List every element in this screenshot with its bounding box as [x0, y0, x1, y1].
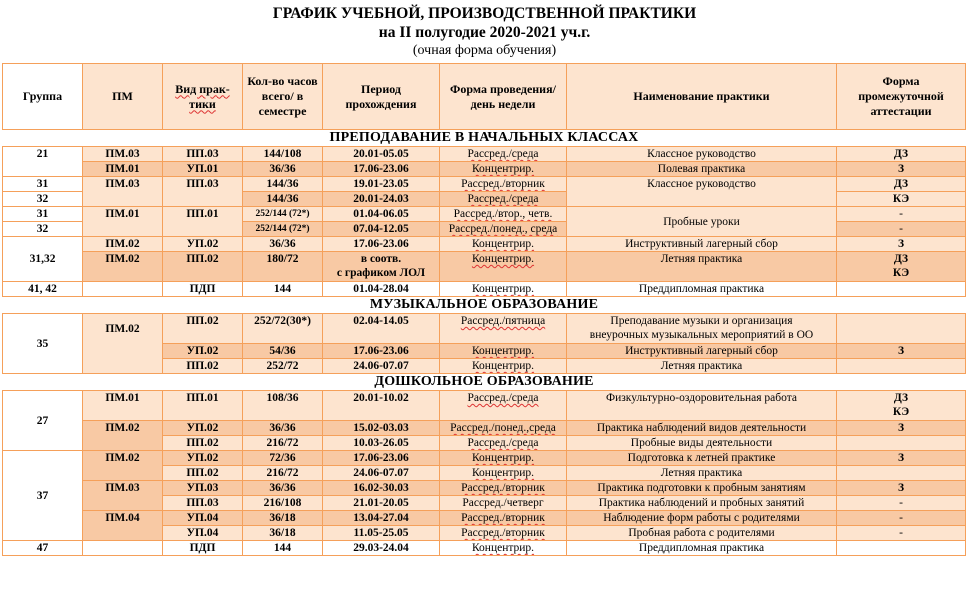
- cell-hours: 144/36: [243, 177, 323, 192]
- cell-name-line2: внеурочных музыкальных мероприятий в ОО: [589, 329, 814, 341]
- cell-pm: ПМ.03: [83, 177, 163, 207]
- header-pm: ПМ: [83, 64, 163, 130]
- cell-form-text: Рассред./среда: [467, 392, 539, 404]
- cell-period: [323, 252, 440, 282]
- cell-period: 24.06-07.07: [323, 359, 440, 374]
- cell-pm: ПМ.01: [83, 207, 163, 237]
- cell-pm: [83, 541, 163, 556]
- cell-group: 31: [3, 207, 83, 222]
- cell-form: [440, 162, 567, 177]
- cell-period: 17.06-23.06: [323, 451, 440, 466]
- cell-attestation: ДЗ: [837, 177, 966, 192]
- cell-form-text: Рассред./понед., среда: [448, 223, 558, 235]
- cell-type: ПП.02: [163, 359, 243, 374]
- cell-form: [440, 252, 567, 282]
- cell-hours: 36/36: [243, 237, 323, 252]
- cell-period: 17.06-23.06: [323, 344, 440, 359]
- cell-type: УП.04: [163, 526, 243, 541]
- practice-schedule-table: [2, 63, 966, 556]
- cell-group: 32: [3, 192, 83, 207]
- cell-period: 20.01-05.05: [323, 147, 440, 162]
- cell-attestation: З: [837, 451, 966, 466]
- cell-period: 02.04-14.05: [323, 314, 440, 344]
- cell-form-text: Рассред./понед.,среда: [450, 422, 556, 434]
- cell-pm: [83, 282, 163, 297]
- cell-period: 01.04-06.05: [323, 207, 440, 222]
- cell-type: ПП.03: [163, 496, 243, 511]
- table-row: [3, 481, 966, 496]
- cell-attestation: -: [837, 207, 966, 222]
- cell-form: [440, 541, 567, 556]
- cell-hours: 216/108: [243, 496, 323, 511]
- document-title-line1: ГРАФИК УЧЕБНОЙ, ПРОИЗВОДСТВЕННОЙ ПРАКТИКИ: [272, 5, 697, 22]
- cell-form: [440, 511, 567, 526]
- cell-type: ПП.03: [163, 177, 243, 207]
- cell-attestation: [837, 314, 966, 344]
- cell-period: 17.06-23.06: [323, 237, 440, 252]
- cell-form-text: Концентрир.: [471, 283, 535, 295]
- cell-hours: 216/72: [243, 466, 323, 481]
- table-row: [3, 451, 966, 466]
- cell-form-text: Рассред./среда: [467, 193, 539, 205]
- cell-form: [440, 436, 567, 451]
- cell-type: ПП.02: [163, 466, 243, 481]
- table-row: [3, 162, 966, 177]
- cell-name: Классное руководство: [567, 177, 837, 207]
- cell-attestation: [837, 282, 966, 297]
- cell-attestation: [837, 252, 966, 282]
- cell-form: [440, 147, 567, 162]
- cell-type: УП.04: [163, 511, 243, 526]
- cell-hours: 108/36: [243, 391, 323, 421]
- cell-name: Инструктивный лагерный сбор: [567, 237, 837, 252]
- cell-name: Полевая практика: [567, 162, 837, 177]
- cell-hours: 216/72: [243, 436, 323, 451]
- cell-hours: 144: [243, 282, 323, 297]
- cell-hours: 36/18: [243, 511, 323, 526]
- cell-form-text: Рассред./втор., четв.: [453, 208, 553, 220]
- cell-period: 15.02-03.03: [323, 421, 440, 436]
- cell-form-text: Концентрир.: [471, 163, 535, 175]
- cell-hours: 36/36: [243, 162, 323, 177]
- cell-form-text: Концентрир.: [471, 452, 535, 464]
- cell-period: 13.04-27.04: [323, 511, 440, 526]
- cell-type: ПП.01: [163, 207, 243, 237]
- cell-period: 20.01-10.02: [323, 391, 440, 421]
- cell-group: 31: [3, 177, 83, 192]
- cell-hours: 36/36: [243, 421, 323, 436]
- cell-form: [440, 344, 567, 359]
- cell-attestation: З: [837, 162, 966, 177]
- cell-hours: 252/72: [243, 359, 323, 374]
- cell-name: Наблюдение форм работы с родителями: [567, 511, 837, 526]
- cell-period: 20.01-24.03: [323, 192, 440, 207]
- cell-form-text: Концентрир.: [471, 360, 535, 372]
- cell-group: 31,32: [3, 237, 83, 282]
- cell-group: 32: [3, 222, 83, 237]
- cell-name: Преддипломная практика: [567, 282, 837, 297]
- cell-hours: 252/72(30*): [243, 314, 323, 344]
- cell-hours: 54/36: [243, 344, 323, 359]
- cell-attestation: [837, 466, 966, 481]
- cell-attestation: -: [837, 511, 966, 526]
- cell-attestation: -: [837, 496, 966, 511]
- cell-attestation: З: [837, 421, 966, 436]
- cell-period: 19.01-23.05: [323, 177, 440, 192]
- cell-period: 11.05-25.05: [323, 526, 440, 541]
- cell-hours: 180/72: [243, 252, 323, 282]
- cell-form: [440, 466, 567, 481]
- cell-group: 41, 42: [3, 282, 83, 297]
- cell-type: ПП.02: [163, 436, 243, 451]
- cell-group: 47: [3, 541, 83, 556]
- cell-name-line1: Преподавание музыки и организация: [610, 315, 793, 327]
- cell-type: ПДП: [163, 282, 243, 297]
- cell-name: Преддипломная практика: [567, 541, 837, 556]
- cell-period-line1: в соотв.: [360, 253, 402, 265]
- cell-type: УП.02: [163, 421, 243, 436]
- cell-name: Пробная работа с родителями: [567, 526, 837, 541]
- table-row: [3, 147, 966, 162]
- cell-name: [567, 314, 837, 344]
- cell-hours: 36/18: [243, 526, 323, 541]
- table-row: [3, 252, 966, 282]
- document-title-line2: на II полугодие 2020-2021 уч.г.: [378, 24, 591, 41]
- cell-type: ПП.02: [163, 314, 243, 344]
- cell-pm: ПМ.02: [83, 237, 163, 252]
- table-row: [3, 541, 966, 556]
- cell-form: [440, 481, 567, 496]
- cell-attestation: [837, 391, 966, 421]
- cell-type: УП.01: [163, 162, 243, 177]
- cell-pm: ПМ.02: [83, 252, 163, 282]
- cell-attestation: З: [837, 481, 966, 496]
- cell-hours: 144/108: [243, 147, 323, 162]
- cell-name: Пробные виды деятельности: [567, 436, 837, 451]
- cell-type: ПП.03: [163, 147, 243, 162]
- header-group: Группа: [3, 64, 83, 130]
- cell-attestation: -: [837, 526, 966, 541]
- cell-attestation: ДЗ: [837, 147, 966, 162]
- cell-type: УП.02: [163, 451, 243, 466]
- cell-type: ПП.02: [163, 252, 243, 282]
- cell-name: Классное руководство: [567, 147, 837, 162]
- cell-form-text: Рассред./пятница: [460, 315, 546, 327]
- cell-form: [440, 192, 567, 207]
- cell-period: 16.02-30.03: [323, 481, 440, 496]
- cell-type: ПП.01: [163, 391, 243, 421]
- cell-name: Инструктивный лагерный сбор: [567, 344, 837, 359]
- cell-form-text: Концентрир.: [471, 542, 535, 554]
- cell-group: 21: [3, 147, 83, 177]
- cell-form-text: Концентрир.: [471, 253, 535, 265]
- cell-form: [440, 237, 567, 252]
- cell-pm: ПМ.02: [83, 421, 163, 451]
- cell-form: [440, 451, 567, 466]
- cell-period: 29.03-24.04: [323, 541, 440, 556]
- cell-period-line2: с графиком ЛОЛ: [336, 267, 426, 279]
- cell-form-text: Рассред./среда: [467, 437, 539, 449]
- cell-period: 21.01-20.05: [323, 496, 440, 511]
- table-row: [3, 237, 966, 252]
- section-title: ПРЕПОДАВАНИЕ В НАЧАЛЬНЫХ КЛАССАХ: [3, 130, 966, 147]
- header-form: Форма проведения/ день недели: [440, 64, 567, 130]
- cell-pm: ПМ.03: [83, 147, 163, 162]
- table-row: [3, 207, 966, 222]
- cell-group: 35: [3, 314, 83, 374]
- cell-form: [440, 496, 567, 511]
- cell-period: 24.06-07.07: [323, 466, 440, 481]
- cell-form: [440, 359, 567, 374]
- cell-pm: ПМ.04: [83, 511, 163, 541]
- cell-name: Летняя практика: [567, 359, 837, 374]
- cell-pm: ПМ.02: [83, 314, 163, 374]
- cell-form: [440, 421, 567, 436]
- cell-hours: 36/36: [243, 481, 323, 496]
- cell-form: [440, 526, 567, 541]
- cell-type: ПДП: [163, 541, 243, 556]
- cell-form: [440, 207, 567, 222]
- cell-name: Летняя практика: [567, 252, 837, 282]
- cell-form: [440, 391, 567, 421]
- table-row: [3, 314, 966, 344]
- cell-form: [440, 314, 567, 344]
- attestation-line2: КЭ: [892, 267, 910, 279]
- cell-attestation: З: [837, 237, 966, 252]
- table-row: [3, 421, 966, 436]
- cell-form-text: Концентрир.: [471, 467, 535, 479]
- cell-name: Пробные уроки: [567, 207, 837, 237]
- cell-form-text: Рассред./вторник: [461, 178, 545, 190]
- section-title: ДОШКОЛЬНОЕ ОБРАЗОВАНИЕ: [3, 374, 966, 391]
- cell-hours: 72/36: [243, 451, 323, 466]
- cell-name: Практика наблюдений и пробных занятий: [567, 496, 837, 511]
- cell-hours: 144/36: [243, 192, 323, 207]
- cell-attestation: [837, 436, 966, 451]
- cell-form: [440, 177, 567, 192]
- header-name: Наименование практики: [567, 64, 837, 130]
- header-attestation: Форма промежуточной аттестации: [837, 64, 966, 130]
- cell-attestation: -: [837, 222, 966, 237]
- cell-pm: ПМ.01: [83, 162, 163, 177]
- cell-period: 17.06-23.06: [323, 162, 440, 177]
- cell-hours: 252/144 (72*): [243, 222, 323, 237]
- cell-form-text: Рассред./среда: [467, 148, 539, 160]
- cell-type: УП.02: [163, 344, 243, 359]
- cell-hours: 252/144 (72*): [243, 207, 323, 222]
- table-row: [3, 177, 966, 192]
- table-row: [3, 391, 966, 421]
- cell-name: Летняя практика: [567, 466, 837, 481]
- cell-hours: 144: [243, 541, 323, 556]
- cell-pm: ПМ.03: [83, 481, 163, 511]
- header-type-text: Вид прак-тики: [175, 81, 230, 111]
- cell-form-text: Концентрир.: [471, 238, 535, 250]
- cell-name: Физкультурно-оздоровительная работа: [567, 391, 837, 421]
- cell-name: Подготовка к летней практике: [567, 451, 837, 466]
- cell-form-text: Рассред./вторник: [461, 482, 545, 494]
- cell-period: 01.04-28.04: [323, 282, 440, 297]
- header-hours: Кол-во часов всего/ в семестре: [243, 64, 323, 130]
- cell-attestation: [837, 541, 966, 556]
- attestation-line1: ДЗ: [893, 392, 909, 404]
- cell-attestation: КЭ: [837, 192, 966, 207]
- cell-period: 07.04-12.05: [323, 222, 440, 237]
- cell-attestation: [837, 359, 966, 374]
- document-subtitle: (очная форма обучения): [412, 43, 557, 58]
- cell-name: Практика наблюдений видов деятельности: [567, 421, 837, 436]
- cell-form-text: Концентрир.: [471, 345, 535, 357]
- cell-type: УП.03: [163, 481, 243, 496]
- cell-period: 10.03-26.05: [323, 436, 440, 451]
- cell-form: [440, 222, 567, 237]
- cell-name: Практика подготовки к пробным занятиям: [567, 481, 837, 496]
- attestation-line1: ДЗ: [893, 253, 909, 265]
- header-period: Период прохождения: [323, 64, 440, 130]
- cell-pm: ПМ.01: [83, 391, 163, 421]
- cell-group: 27: [3, 391, 83, 451]
- cell-form: [440, 282, 567, 297]
- attestation-line2: КЭ: [892, 406, 910, 418]
- cell-group: 37: [3, 451, 83, 541]
- cell-form-text: Рассред./четверг: [462, 497, 544, 509]
- header-type: [163, 64, 243, 130]
- cell-form-text: Рассред./вторник: [461, 527, 545, 539]
- table-row: [3, 282, 966, 297]
- cell-attestation: З: [837, 344, 966, 359]
- table-row: [3, 511, 966, 526]
- cell-form-text: Рассред./вторник: [461, 512, 545, 524]
- cell-type: УП.02: [163, 237, 243, 252]
- cell-pm: ПМ.02: [83, 451, 163, 481]
- section-title: МУЗЫКАЛЬНОЕ ОБРАЗОВАНИЕ: [3, 297, 966, 314]
